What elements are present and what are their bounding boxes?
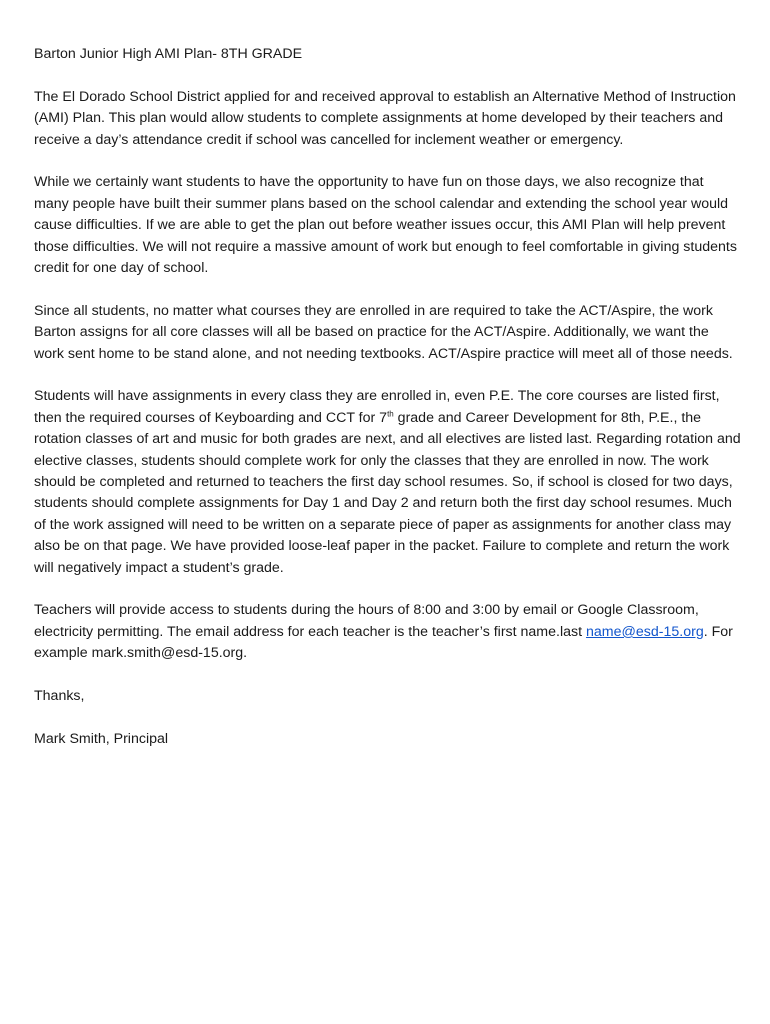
- paragraph-ami-intro: The El Dorado School District applied for and received approval to establish an Alternative Method of Instruction (AMI) Plan. This plan would allow students to complete assignments at home developed by their teachers and receive a day’s attendance credit if school was cancelled for inclement weather or emergency.: [34, 88, 736, 148]
- paragraph-act-aspire: Since all students, no matter what courses they are enrolled in are required to take the ACT/Aspire, the work Barton assigns for all core classes will all be based on practice for the ACT/Aspire. Additionally, we want the work sent home to be stand alone, and not needing textbooks. ACT/Aspire practice will meet all of those needs.: [34, 302, 733, 362]
- signature: Mark Smith, Principal: [34, 730, 169, 747]
- paragraph-teacher-access: [34, 600, 742, 664]
- paragraph-summer-plans: While we certainly want students to have the opportunity to have fun on those days, we also recognize that many people have built their summer plans based on the school calendar and extending the school year would cause difficulties. If we are able to get the plan out before weather issues occur, this AMI Plan will help prevent those difficulties. We will not require a massive amount of work but enough to feel comfortable in giving students credit for one day of school.: [34, 174, 737, 277]
- document-page: [34, 44, 742, 772]
- paragraph-teacher-access-text-2: . For example mark.smith@esd-15.org.: [34, 623, 733, 662]
- paragraph-assignments-text-2: grade and Career Development for 8th, P.E., the rotation classes of art and music for both grades are next, and all electives are listed last. Regarding rotation and elective classes, students should complete work for only the classes that they are enrolled in now. The work should be completed and returned to teachers the first day school resumes. So, if school is closed for two days, students should complete assignments for Day 1 and Day 2 and return both the first day school resumes. Much of the work assigned will need to be written on a separate piece of paper as assignments for another class may also be on that page. We have provided loose-leaf paper in the packet. Failure to complete and return the work will negatively impact a student’s grade.: [34, 409, 741, 576]
- paragraph-assignments-text-1: Students will have assignments in every class they are enrolled in, even P.E. The core courses are listed first, then the required courses of Keyboarding and CCT for 7: [34, 388, 720, 426]
- closing-thanks: Thanks,: [34, 688, 85, 705]
- document-title: Barton Junior High AMI Plan- 8TH GRADE: [34, 46, 303, 62]
- paragraph-teacher-access-text-1: Teachers will provide access to students during the hours of 8:00 and 3:00 by email or Google Classroom, electricity permitting. The email address for each teacher is the teacher’s first name.last: [34, 602, 699, 640]
- superscript-th: th: [387, 409, 394, 419]
- paragraph-assignments: [34, 386, 742, 579]
- email-link[interactable]: name@esd-15.org: [585, 623, 704, 640]
